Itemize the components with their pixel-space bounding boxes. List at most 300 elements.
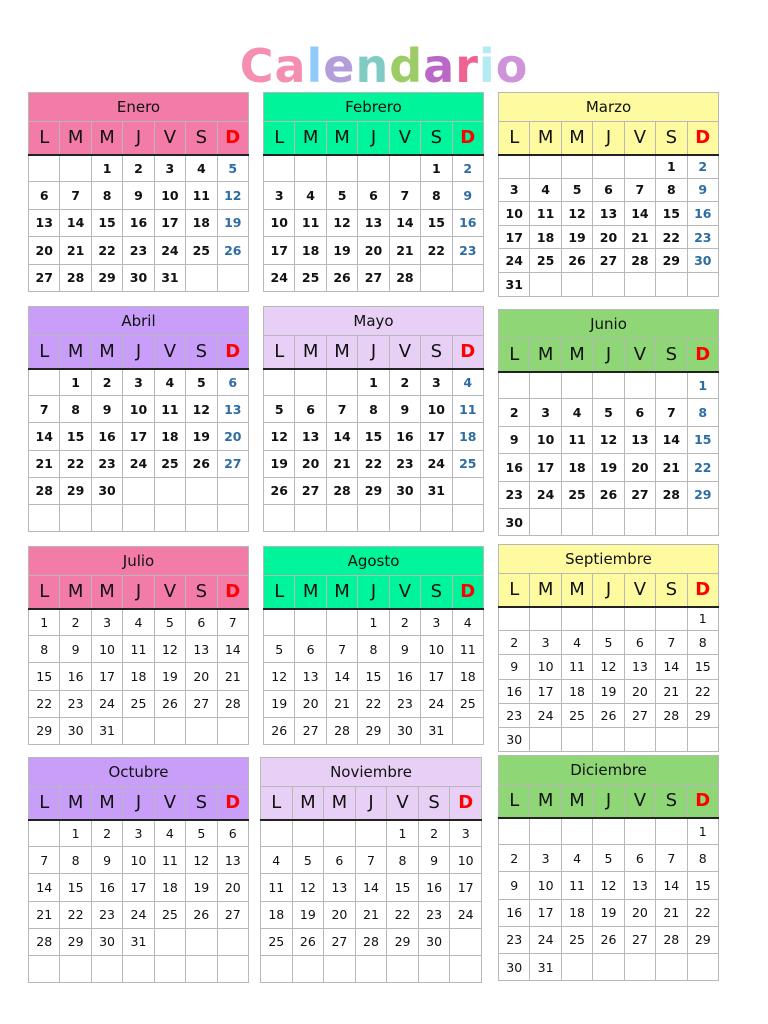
day-cell: 19 [264,450,295,477]
day-cell: 12 [186,396,217,423]
day-cell: 23 [91,901,122,928]
day-cell: 19 [561,225,592,249]
month-octubre [28,757,249,983]
day-cell: 26 [186,450,217,477]
day-cell: 31 [421,477,452,504]
weekday-header: L [29,336,60,369]
week-row [264,369,484,396]
day-cell: 24 [421,450,452,477]
day-cell: 20 [217,874,248,901]
day-cell: 8 [29,636,60,663]
week-row [29,450,249,477]
day-cell: 24 [530,481,561,508]
day-cell: 23 [499,926,530,953]
day-cell: 7 [656,631,687,655]
week-row [29,237,249,264]
day-cell: 24 [91,690,122,717]
day-cell: 23 [389,690,420,717]
day-cell: 20 [29,237,60,264]
day-cell: 25 [530,249,561,273]
week-row [29,901,249,928]
day-cell: 16 [123,209,154,236]
day-cell: 2 [123,155,154,182]
day-cell: 26 [593,926,624,953]
day-cell: 29 [687,703,718,727]
month-septiembre [498,544,719,752]
week-row [499,607,719,631]
empty-day-cell [450,955,482,982]
empty-day-cell [324,955,356,982]
day-cell: 7 [624,178,655,202]
empty-day-cell [561,818,592,845]
week-row [264,396,484,423]
day-cell: 12 [326,209,357,236]
day-cell: 16 [389,423,420,450]
day-cell: 14 [656,426,687,453]
day-cell: 4 [154,369,185,396]
day-cell: 18 [561,679,592,703]
empty-day-cell [355,955,387,982]
empty-day-cell [217,717,248,744]
empty-day-cell [264,155,295,182]
day-cell: 13 [624,655,655,679]
day-cell: 11 [154,396,185,423]
day-cell: 14 [624,202,655,226]
weekday-header: L [264,122,295,155]
empty-day-cell [389,504,420,531]
day-cell: 9 [60,636,91,663]
day-cell: 7 [656,845,687,872]
day-cell: 20 [186,663,217,690]
day-cell: 22 [387,901,419,928]
day-cell: 16 [499,679,530,703]
empty-day-cell [295,609,326,636]
day-cell: 13 [324,874,356,901]
weekday-header: M [60,576,91,609]
day-cell: 31 [499,272,530,296]
day-cell: 22 [656,225,687,249]
day-cell: 14 [355,874,387,901]
day-cell: 7 [326,636,357,663]
weekday-header: L [499,785,530,818]
day-cell: 6 [295,396,326,423]
day-cell: 30 [687,249,718,273]
day-cell: 27 [624,703,655,727]
day-cell: 31 [123,928,154,955]
day-cell: 22 [687,899,718,926]
day-cell: 10 [154,182,185,209]
day-cell: 29 [687,481,718,508]
empty-day-cell [499,818,530,845]
day-cell: 26 [217,237,248,264]
day-cell: 14 [29,423,60,450]
day-cell: 20 [295,450,326,477]
day-cell: 26 [593,703,624,727]
empty-day-cell [295,369,326,396]
empty-day-cell [530,727,561,751]
day-cell: 27 [593,249,624,273]
week-row [264,209,484,236]
weekday-header: M [60,787,91,820]
day-cell: 25 [561,926,592,953]
empty-day-cell [561,155,592,179]
day-cell: 14 [326,423,357,450]
weekday-header: M [530,122,561,155]
empty-day-cell [123,477,154,504]
week-row [264,636,484,663]
weekday-header: M [326,122,357,155]
day-cell: 29 [687,926,718,953]
day-cell: 30 [418,928,450,955]
weekday-header: L [261,787,293,820]
day-cell: 24 [499,249,530,273]
weekday-header: M [561,574,592,607]
week-row [499,953,719,980]
empty-day-cell [593,818,624,845]
empty-day-cell [656,508,687,535]
weekday-header: M [326,336,357,369]
empty-day-cell [264,369,295,396]
day-cell: 3 [499,178,530,202]
day-cell: 8 [421,182,452,209]
day-cell: 27 [217,901,248,928]
empty-day-cell [624,607,655,631]
month-name: Marzo [499,93,719,122]
week-row [499,655,719,679]
empty-day-cell [530,818,561,845]
day-cell: 10 [530,426,561,453]
empty-day-cell [358,155,389,182]
week-row [499,155,719,179]
day-cell: 31 [91,717,122,744]
day-cell: 16 [499,454,530,481]
week-row [29,820,249,847]
day-cell: 19 [593,899,624,926]
month-diciembre [498,755,719,981]
day-cell: 12 [264,663,295,690]
weekday-header: M [530,785,561,818]
week-row [29,369,249,396]
day-cell: 13 [358,209,389,236]
day-cell: 7 [217,609,248,636]
day-cell: 21 [326,450,357,477]
day-cell: 20 [324,901,356,928]
weekday-header: M [326,576,357,609]
weekday-header: V [389,122,420,155]
day-cell: 11 [561,426,592,453]
empty-day-cell [154,477,185,504]
empty-day-cell [624,727,655,751]
day-cell: 17 [499,225,530,249]
month-mayo [263,306,484,532]
day-cell: 14 [60,209,91,236]
empty-day-cell [593,155,624,179]
day-cell: 3 [421,609,452,636]
day-cell: 4 [261,847,293,874]
day-cell: 4 [186,155,217,182]
day-cell: 9 [418,847,450,874]
day-cell: 1 [687,818,718,845]
title-letter: o [495,39,529,93]
day-cell: 2 [389,609,420,636]
empty-day-cell [561,372,592,399]
week-row [261,874,482,901]
weekday-header: V [389,576,420,609]
day-cell: 2 [389,369,420,396]
day-cell: 12 [217,182,248,209]
empty-day-cell [186,477,217,504]
day-cell: 30 [60,717,91,744]
day-cell: 21 [389,237,420,264]
day-cell: 9 [123,182,154,209]
day-cell: 29 [60,928,91,955]
day-cell: 12 [292,874,324,901]
day-cell: 2 [91,369,122,396]
week-row [499,481,719,508]
day-cell: 17 [154,209,185,236]
day-cell: 14 [326,663,357,690]
empty-day-cell [387,955,419,982]
week-row [261,820,482,847]
month-name: Diciembre [499,756,719,785]
day-cell: 21 [29,901,60,928]
day-cell: 22 [29,690,60,717]
month-name: Julio [29,547,249,576]
day-cell: 25 [452,690,483,717]
empty-day-cell [91,504,122,531]
day-cell: 2 [60,609,91,636]
day-cell: 24 [450,901,482,928]
day-cell: 15 [687,872,718,899]
day-cell: 12 [561,202,592,226]
week-row [499,225,719,249]
weekday-header: V [624,785,655,818]
day-cell: 17 [530,899,561,926]
day-cell: 26 [186,901,217,928]
day-cell: 3 [421,369,452,396]
weekday-header: V [154,576,185,609]
empty-day-cell [687,953,718,980]
day-cell: 23 [389,450,420,477]
day-cell: 25 [561,481,592,508]
empty-day-cell [656,272,687,296]
day-cell: 11 [295,209,326,236]
empty-day-cell [624,272,655,296]
week-row [499,399,719,426]
day-cell: 16 [499,899,530,926]
week-row [264,264,484,291]
day-cell: 11 [561,655,592,679]
weekday-header: L [499,122,530,155]
weekday-header: S [421,576,452,609]
empty-day-cell [123,717,154,744]
day-cell: 11 [186,182,217,209]
day-cell: 1 [687,372,718,399]
weekday-header: S [656,122,687,155]
empty-day-cell [60,955,91,982]
day-cell: 19 [154,663,185,690]
empty-day-cell [217,477,248,504]
day-cell: 30 [499,953,530,980]
day-cell: 7 [29,847,60,874]
day-cell: 13 [217,847,248,874]
empty-day-cell [217,955,248,982]
day-cell: 17 [264,237,295,264]
week-row [29,396,249,423]
day-cell: 28 [389,264,420,291]
week-row [29,504,249,531]
empty-day-cell [624,372,655,399]
weekday-header: M [60,122,91,155]
day-cell: 12 [593,426,624,453]
week-row [29,264,249,291]
day-cell: 6 [358,182,389,209]
month-junio [498,309,719,536]
month-name: Noviembre [261,758,482,787]
week-row [499,508,719,535]
month-febrero [263,92,484,292]
day-cell: 9 [389,636,420,663]
empty-day-cell [561,953,592,980]
day-cell: 16 [91,874,122,901]
day-cell: 17 [123,423,154,450]
day-cell: 22 [358,690,389,717]
day-cell: 6 [624,845,655,872]
day-cell: 4 [530,178,561,202]
month-name: Febrero [264,93,484,122]
week-row [29,155,249,182]
day-cell: 12 [186,847,217,874]
month-name: Agosto [264,547,484,576]
empty-day-cell [656,818,687,845]
empty-day-cell [186,955,217,982]
day-cell: 6 [186,609,217,636]
day-cell: 1 [358,369,389,396]
day-cell: 22 [358,450,389,477]
day-cell: 8 [358,396,389,423]
weekday-header: S [186,576,217,609]
day-cell: 4 [154,820,185,847]
empty-day-cell [656,727,687,751]
weekday-header: M [530,339,561,372]
empty-day-cell [217,504,248,531]
title-letter: d [389,39,424,93]
day-cell: 5 [561,178,592,202]
week-row [264,237,484,264]
day-cell: 5 [154,609,185,636]
week-row [264,182,484,209]
day-cell: 6 [217,369,248,396]
day-cell: 9 [91,396,122,423]
day-cell: 27 [324,928,356,955]
day-cell: 21 [355,901,387,928]
day-cell: 22 [91,237,122,264]
day-cell: 1 [656,155,687,179]
day-cell: 17 [530,679,561,703]
week-row [499,899,719,926]
day-cell: 10 [421,396,452,423]
week-row [499,372,719,399]
weekday-header: J [123,576,154,609]
weekday-header: J [593,339,624,372]
empty-day-cell [186,717,217,744]
empty-day-cell [593,727,624,751]
day-cell: 25 [261,928,293,955]
day-cell: 26 [292,928,324,955]
day-cell: 5 [593,399,624,426]
day-cell: 7 [355,847,387,874]
month-noviembre [260,757,482,983]
weekday-header: L [264,576,295,609]
day-cell: 13 [295,663,326,690]
empty-day-cell [656,607,687,631]
day-cell: 9 [499,872,530,899]
weekday-header: D [450,787,482,820]
weekday-header: D [687,574,718,607]
day-cell: 28 [624,249,655,273]
weekday-header: J [358,336,389,369]
day-cell: 10 [450,847,482,874]
empty-day-cell [186,264,217,291]
day-cell: 16 [418,874,450,901]
weekday-header: L [499,339,530,372]
day-cell: 2 [418,820,450,847]
day-cell: 6 [593,178,624,202]
day-cell: 12 [593,872,624,899]
day-cell: 28 [60,264,91,291]
day-cell: 16 [389,663,420,690]
weekday-header: J [123,336,154,369]
day-cell: 16 [60,663,91,690]
weekday-header: J [123,122,154,155]
day-cell: 29 [358,477,389,504]
day-cell: 23 [123,237,154,264]
day-cell: 8 [358,636,389,663]
title-letter: C [239,39,275,93]
day-cell: 19 [326,237,357,264]
week-row [499,703,719,727]
day-cell: 3 [154,155,185,182]
week-row [29,423,249,450]
day-cell: 12 [264,423,295,450]
day-cell: 1 [91,155,122,182]
day-cell: 11 [452,396,483,423]
day-cell: 20 [624,899,655,926]
day-cell: 25 [123,690,154,717]
day-cell: 26 [264,717,295,744]
day-cell: 6 [624,631,655,655]
day-cell: 23 [91,450,122,477]
weekday-header: M [561,785,592,818]
weekday-header: M [91,122,122,155]
day-cell: 5 [186,369,217,396]
empty-day-cell [326,155,357,182]
day-cell: 14 [389,209,420,236]
week-row [261,928,482,955]
weekday-header: D [217,787,248,820]
weekday-header: J [358,122,389,155]
weekday-header: D [217,576,248,609]
weekday-header: S [421,336,452,369]
empty-day-cell [29,369,60,396]
day-cell: 28 [355,928,387,955]
day-cell: 8 [687,399,718,426]
day-cell: 24 [123,901,154,928]
day-cell: 3 [123,369,154,396]
empty-day-cell [561,727,592,751]
day-cell: 9 [499,426,530,453]
week-row [29,663,249,690]
